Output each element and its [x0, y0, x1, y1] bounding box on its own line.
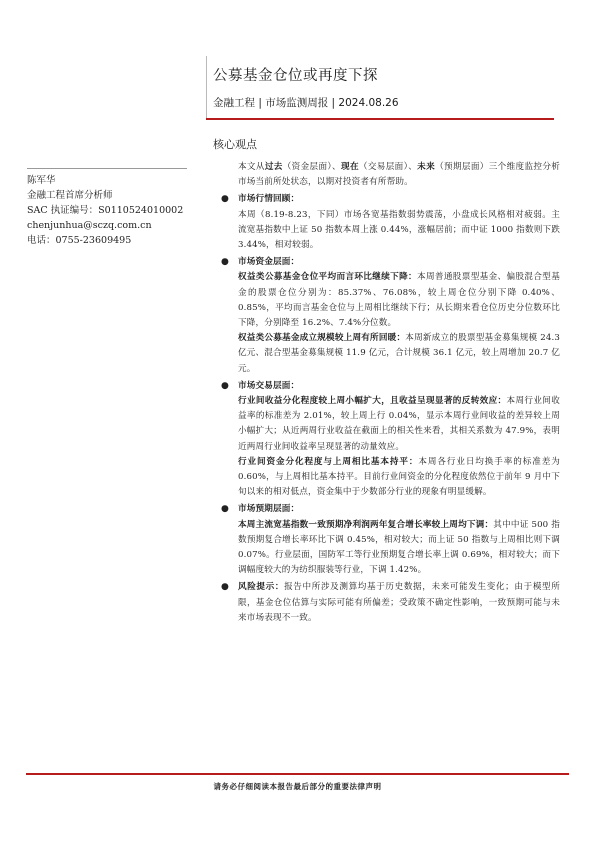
bullet-dot-icon: ●: [221, 257, 230, 268]
section-market-expectation: [220, 502, 560, 578]
bullet-dot-icon: ●: [221, 194, 230, 205]
header-red-rule: [206, 118, 554, 120]
section-title: 市场资金层面：: [238, 257, 300, 268]
section-paragraph: 行业间资金分化程度与上周相比基本持平：本周各行业日均换手率的标准差为 0.60%，与上周相比基本持平。目前行业间资金的分化程度依然位于前年 9 月中下旬以来的相对低点，资金集中于少数部分行业的现象有明显缓解。: [238, 456, 560, 498]
section-market-trading: [220, 379, 560, 501]
author-sac: SAC 执证编号：S0110524010002: [27, 205, 184, 216]
bullet-dot-icon: ●: [221, 504, 230, 515]
intro-paragraph: 本文从过去（资金层面）、现在（交易层面）、未来（预期层面）三个维度监控分析市场当前所处状态，以期对投资者有所帮助。: [238, 162, 561, 188]
section-paragraph: 权益类公募基金仓位平均而言环比继续下降：本周普通股票型基金、偏股混合型基金的股票仓位分别为：85.37%、76.08%，较上周仓位分别下降 0.40%、0.85%，平均而言基金仓位与上周相比继续下行；从长期来看仓位历史分位数环比下降，分别降至 16.2%、7.4%分位数。: [238, 272, 560, 329]
report-body: [220, 160, 560, 626]
section-market-review: [220, 192, 560, 253]
author-divider: [27, 168, 187, 169]
header-vertical-rule: [206, 56, 207, 120]
report-subtitle: 金融工程 | 市场监测周报 | 2024.08.26: [213, 97, 399, 109]
section-market-funds: [220, 255, 560, 377]
section-heading: 核心观点: [213, 138, 257, 151]
footer-red-rule: [26, 773, 569, 775]
section-text: 本周（8.19-8.23，下同）市场各宽基指数弱势震荡，小盘成长风格相对疲弱。主流宽基指数中上证 50 指数本周上涨 0.44%，涨幅居前；而中证 1000 指数则下跌 3.44%，相对较弱。: [238, 209, 560, 251]
author-block: [27, 173, 187, 248]
bullet-dot-icon: ●: [221, 380, 230, 391]
author-phone: 电话：0755-23609495: [27, 235, 132, 246]
section-paragraph: 权益类公募基金成立规模较上周有所回暖：本周新成立的股票型基金募集规模 24.3 亿元、混合型基金募集规模 11.9 亿元，合计规模 36.1 亿元，较上周增加 20.7 亿元。: [238, 333, 560, 374]
author-role: 金融工程首席分析师: [27, 190, 113, 201]
report-title: 公募基金仓位或再度下探: [213, 68, 378, 84]
author-email[interactable]: chenjunhua@sczq.com.cn: [27, 220, 152, 231]
bullet-dot-icon: ●: [221, 582, 230, 593]
section-title: 市场预期层面：: [238, 504, 300, 515]
section-paragraph: 本周主流宽基指数一致预期净利润两年复合增长率较上周均下调：其中中证 500 指数预期复合增长率环比下调 0.45%，相对较大；而上证 50 指数与上周相比则下调 0.07%。行业层面，国防军工等行业预期复合增长率上调 0.69%，相对较大；而下调幅度较大的为纺织服装等行业，下调 1.42%。: [238, 519, 560, 576]
section-title: 市场交易层面：: [238, 380, 300, 391]
footer-disclaimer: 请务必仔细阅读本报告最后部分的重要法律声明: [213, 782, 382, 791]
section-risk-warning: [220, 580, 560, 626]
author-name: 陈军华: [27, 175, 56, 186]
section-paragraph: 风险提示：报告中所涉及测算均基于历史数据，未来可能发生变化；由于模型所限，基金仓位估算与实际可能有所偏差；受政策不确定性影响，一致预期可能与未来市场表现不一致。: [238, 582, 560, 623]
section-title: 市场行情回顾：: [238, 194, 300, 205]
section-paragraph: 行业间收益分化程度较上周小幅扩大，且收益呈现显著的反转效应：本周行业间收益率的标准差为 2.01%，较上周上行 0.04%，显示本周行业间收益的差异较上周小幅扩大；从近两周行业收益在截面上的相关性来看，其相关系数为 47.9%，表明近两周行业间收益率呈现显著的动量效应。: [238, 396, 560, 452]
